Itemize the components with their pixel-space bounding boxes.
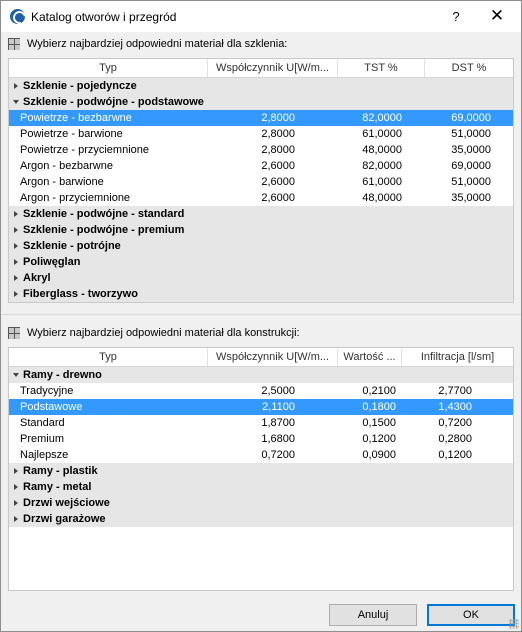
cell-val: 0,1200 bbox=[362, 433, 396, 445]
row-name: Powietrze - barwione bbox=[20, 128, 123, 140]
cell-dst: 51,0000 bbox=[451, 176, 491, 188]
row-name: Podstawowe bbox=[20, 401, 83, 413]
cell-val: 0,2100 bbox=[362, 385, 396, 397]
expanded-arrow-icon[interactable] bbox=[12, 367, 20, 383]
group-name: Ramy - drewno bbox=[23, 369, 102, 381]
collapsed-arrow-icon[interactable] bbox=[12, 206, 20, 222]
grid-icon bbox=[8, 327, 20, 339]
column-header-type[interactable]: Typ bbox=[9, 59, 208, 77]
table-row[interactable] bbox=[9, 126, 513, 142]
column-header-tst[interactable]: TST % bbox=[338, 59, 425, 77]
group-row[interactable] bbox=[9, 254, 513, 270]
cell-u: 2,1100 bbox=[262, 401, 295, 413]
cell-u: 2,6000 bbox=[261, 160, 295, 172]
cell-u: 2,6000 bbox=[261, 176, 295, 188]
resize-grip-icon[interactable] bbox=[509, 619, 519, 629]
column-header-dst[interactable]: DST % bbox=[451, 62, 487, 74]
group-name: Ramy - plastik bbox=[23, 465, 98, 477]
cell-tst: 82,0000 bbox=[362, 160, 402, 172]
construction-table-header bbox=[9, 348, 513, 367]
cell-inf: 0,2800 bbox=[438, 433, 472, 445]
group-row[interactable] bbox=[9, 286, 513, 302]
glazing-table-body bbox=[9, 78, 513, 302]
group-name: Akryl bbox=[23, 272, 51, 284]
row-name: Argon - przyciemnione bbox=[20, 192, 131, 204]
table-row[interactable] bbox=[9, 431, 513, 447]
table-row[interactable] bbox=[9, 190, 513, 206]
collapsed-arrow-icon[interactable] bbox=[12, 254, 20, 270]
cell-u: 1,6800 bbox=[261, 433, 295, 445]
cell-val: 0,0900 bbox=[362, 449, 396, 461]
group-row[interactable] bbox=[9, 238, 513, 254]
group-name: Szklenie - potrójne bbox=[23, 240, 121, 252]
column-header-infiltration[interactable]: Infiltracja [l/sm] bbox=[420, 351, 495, 363]
cell-dst: 69,0000 bbox=[451, 160, 491, 172]
help-button[interactable]: ? bbox=[452, 9, 460, 24]
window-title: Katalog otworów i przegród bbox=[31, 10, 177, 24]
collapsed-arrow-icon[interactable] bbox=[12, 495, 20, 511]
group-row[interactable] bbox=[9, 94, 513, 110]
group-row[interactable] bbox=[9, 222, 513, 238]
dialog-footer bbox=[1, 596, 521, 631]
cell-tst: 82,0000 bbox=[362, 112, 402, 124]
collapsed-arrow-icon[interactable] bbox=[12, 286, 20, 302]
group-name: Fiberglass - tworzywo bbox=[23, 288, 138, 300]
column-header-value[interactable]: Wartość ... bbox=[338, 348, 402, 366]
group-row[interactable] bbox=[9, 495, 513, 511]
collapsed-arrow-icon[interactable] bbox=[12, 479, 20, 495]
construction-section-label bbox=[8, 326, 300, 340]
cell-u: 0,7200 bbox=[261, 449, 295, 461]
group-row[interactable] bbox=[9, 511, 513, 527]
cell-u: 2,6000 bbox=[261, 192, 295, 204]
group-name: Szklenie - podwójne - premium bbox=[23, 224, 185, 236]
table-row[interactable] bbox=[9, 447, 513, 463]
group-name: Ramy - metal bbox=[23, 481, 92, 493]
group-row[interactable] bbox=[9, 78, 513, 94]
table-row[interactable] bbox=[9, 383, 513, 399]
ok-button[interactable]: OK bbox=[427, 604, 515, 626]
table-row-selected[interactable] bbox=[9, 110, 513, 126]
glazing-section-label bbox=[8, 37, 287, 51]
grid-icon bbox=[8, 38, 20, 50]
row-name: Argon - bezbarwne bbox=[20, 160, 113, 172]
construction-table[interactable] bbox=[8, 347, 514, 591]
row-name: Premium bbox=[20, 433, 65, 445]
collapsed-arrow-icon[interactable] bbox=[12, 511, 20, 527]
group-row[interactable] bbox=[9, 206, 513, 222]
cell-tst: 48,0000 bbox=[362, 192, 402, 204]
collapsed-arrow-icon[interactable] bbox=[12, 222, 20, 238]
table-row[interactable] bbox=[9, 158, 513, 174]
group-name: Szklenie - pojedyncze bbox=[23, 80, 137, 92]
group-row[interactable] bbox=[9, 270, 513, 286]
app-logo-icon bbox=[10, 9, 25, 24]
section-divider bbox=[1, 314, 521, 315]
glazing-table[interactable] bbox=[8, 58, 514, 303]
cell-val: 0,1500 bbox=[362, 417, 396, 429]
cancel-button[interactable]: Anuluj bbox=[329, 604, 417, 626]
cell-inf: 0,1200 bbox=[438, 449, 472, 461]
table-row[interactable] bbox=[9, 174, 513, 190]
expanded-arrow-icon[interactable] bbox=[12, 94, 20, 110]
cell-dst: 35,0000 bbox=[451, 192, 491, 204]
column-header-u-value[interactable]: Współczynnik U[W/m... bbox=[208, 59, 338, 77]
cell-dst: 35,0000 bbox=[451, 144, 491, 156]
cell-inf: 2,7700 bbox=[438, 385, 472, 397]
cell-u: 2,5000 bbox=[261, 385, 295, 397]
group-name: Szklenie - podwójne - podstawowe bbox=[23, 96, 204, 108]
construction-prompt: Wybierz najbardziej odpowiedni materiał dla konstrukcji: bbox=[27, 327, 300, 339]
group-name: Drzwi wejściowe bbox=[23, 497, 110, 509]
collapsed-arrow-icon[interactable] bbox=[12, 78, 20, 94]
cell-dst: 51,0000 bbox=[451, 128, 491, 140]
collapsed-arrow-icon[interactable] bbox=[12, 270, 20, 286]
cell-u: 2,8000 bbox=[261, 112, 295, 124]
table-row[interactable] bbox=[9, 415, 513, 431]
cell-tst: 61,0000 bbox=[362, 176, 402, 188]
collapsed-arrow-icon[interactable] bbox=[12, 238, 20, 254]
row-name: Powietrze - bezbarwne bbox=[20, 112, 132, 124]
glazing-prompt: Wybierz najbardziej odpowiedni materiał dla szklenia: bbox=[27, 38, 288, 50]
column-header-u-value[interactable]: Współczynnik U[W/m... bbox=[208, 348, 338, 366]
row-name: Powietrze - przyciemnione bbox=[20, 144, 149, 156]
row-name: Najlepsze bbox=[20, 449, 69, 461]
column-header-type[interactable]: Typ bbox=[9, 348, 208, 366]
group-row[interactable] bbox=[9, 463, 513, 479]
row-name: Tradycyjne bbox=[20, 385, 74, 397]
table-row-selected[interactable] bbox=[9, 399, 513, 415]
cell-tst: 61,0000 bbox=[362, 128, 402, 140]
table-row[interactable] bbox=[9, 142, 513, 158]
group-name: Szklenie - podwójne - standard bbox=[23, 208, 185, 220]
cell-inf: 1,4300 bbox=[438, 401, 472, 413]
cell-u: 2,8000 bbox=[261, 144, 295, 156]
row-name: Standard bbox=[20, 417, 65, 429]
glazing-table-header bbox=[9, 59, 513, 78]
cell-val: 0,1800 bbox=[362, 401, 396, 413]
group-row[interactable] bbox=[9, 479, 513, 495]
cell-u: 2,8000 bbox=[261, 128, 295, 140]
row-name: Argon - barwione bbox=[20, 176, 104, 188]
close-button[interactable]: ✕ bbox=[489, 6, 505, 25]
group-row[interactable] bbox=[9, 367, 513, 383]
construction-table-body bbox=[9, 367, 513, 527]
group-name: Poliwęglan bbox=[23, 256, 81, 268]
cell-tst: 48,0000 bbox=[362, 144, 402, 156]
group-name: Drzwi garażowe bbox=[23, 513, 106, 525]
cell-dst: 69,0000 bbox=[451, 112, 491, 124]
cell-inf: 0,7200 bbox=[438, 417, 472, 429]
cell-u: 1,8700 bbox=[261, 417, 295, 429]
collapsed-arrow-icon[interactable] bbox=[12, 463, 20, 479]
title-bar bbox=[1, 1, 521, 32]
